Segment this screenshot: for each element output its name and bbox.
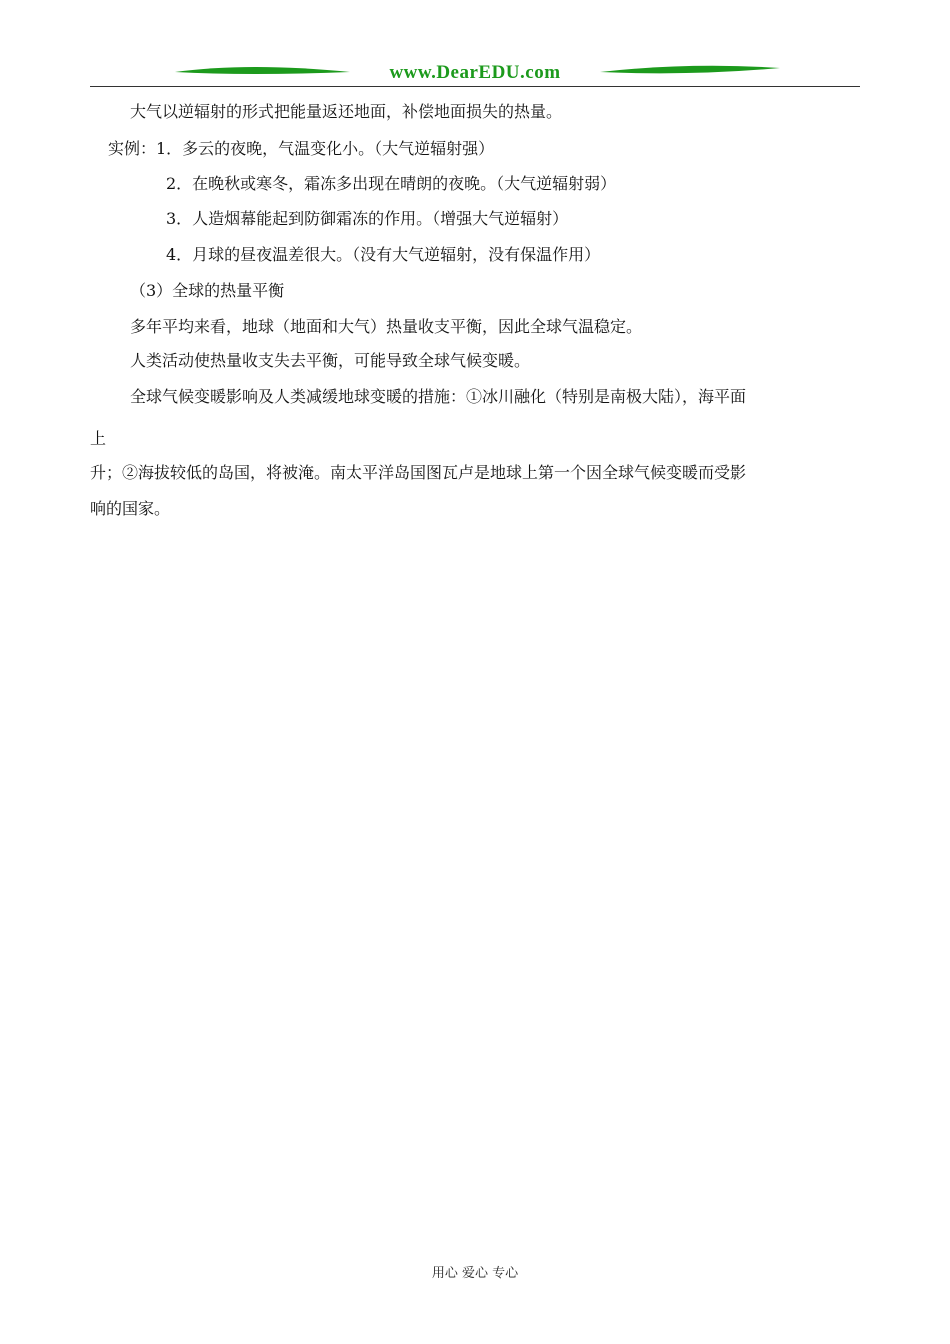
text-line-8: 人类活动使热量收支失去平衡，可能导致全球气候变暖。 — [130, 351, 531, 370]
text-line-9: 全球气候变暖影响及人类减缓地球变暖的措施：①冰川融化（特别是南极大陆），海平面 — [130, 387, 747, 406]
page-header — [90, 58, 860, 90]
text-line-10: 上 — [90, 429, 107, 448]
text-line-3: 2．在晚秋或寒冬，霜冻多出现在晴朗的夜晚。（大气逆辐射弱） — [166, 174, 617, 193]
section-heading: （3）全球的热量平衡 — [130, 281, 285, 300]
text-line-2: 实例：1．多云的夜晚，气温变化小。（大气逆辐射强） — [108, 139, 495, 158]
text-line-12: 响的国家。 — [90, 499, 171, 518]
header-rule — [90, 86, 860, 87]
text-line-1: 大气以逆辐射的形式把能量返还地面，补偿地面损失的热量。 — [130, 102, 563, 121]
text-line-4: 3．人造烟幕能起到防御霜冻的作用。（增强大气逆辐射） — [166, 209, 569, 228]
text-line-7: 多年平均来看，地球（地面和大气）热量收支平衡，因此全球气温稳定。 — [130, 317, 643, 336]
site-logo-text: www.DearEDU.com — [389, 62, 561, 83]
text-line-5: 4．月球的昼夜温差很大。（没有大气逆辐射，没有保温作用） — [166, 245, 601, 264]
text-line-11: 升；②海拔较低的岛国，将被淹。南太平洋岛国图瓦卢是地球上第一个因全球气候变暖而受影 — [90, 463, 747, 482]
page-footer: 用心 爱心 专心 — [431, 1266, 519, 1281]
